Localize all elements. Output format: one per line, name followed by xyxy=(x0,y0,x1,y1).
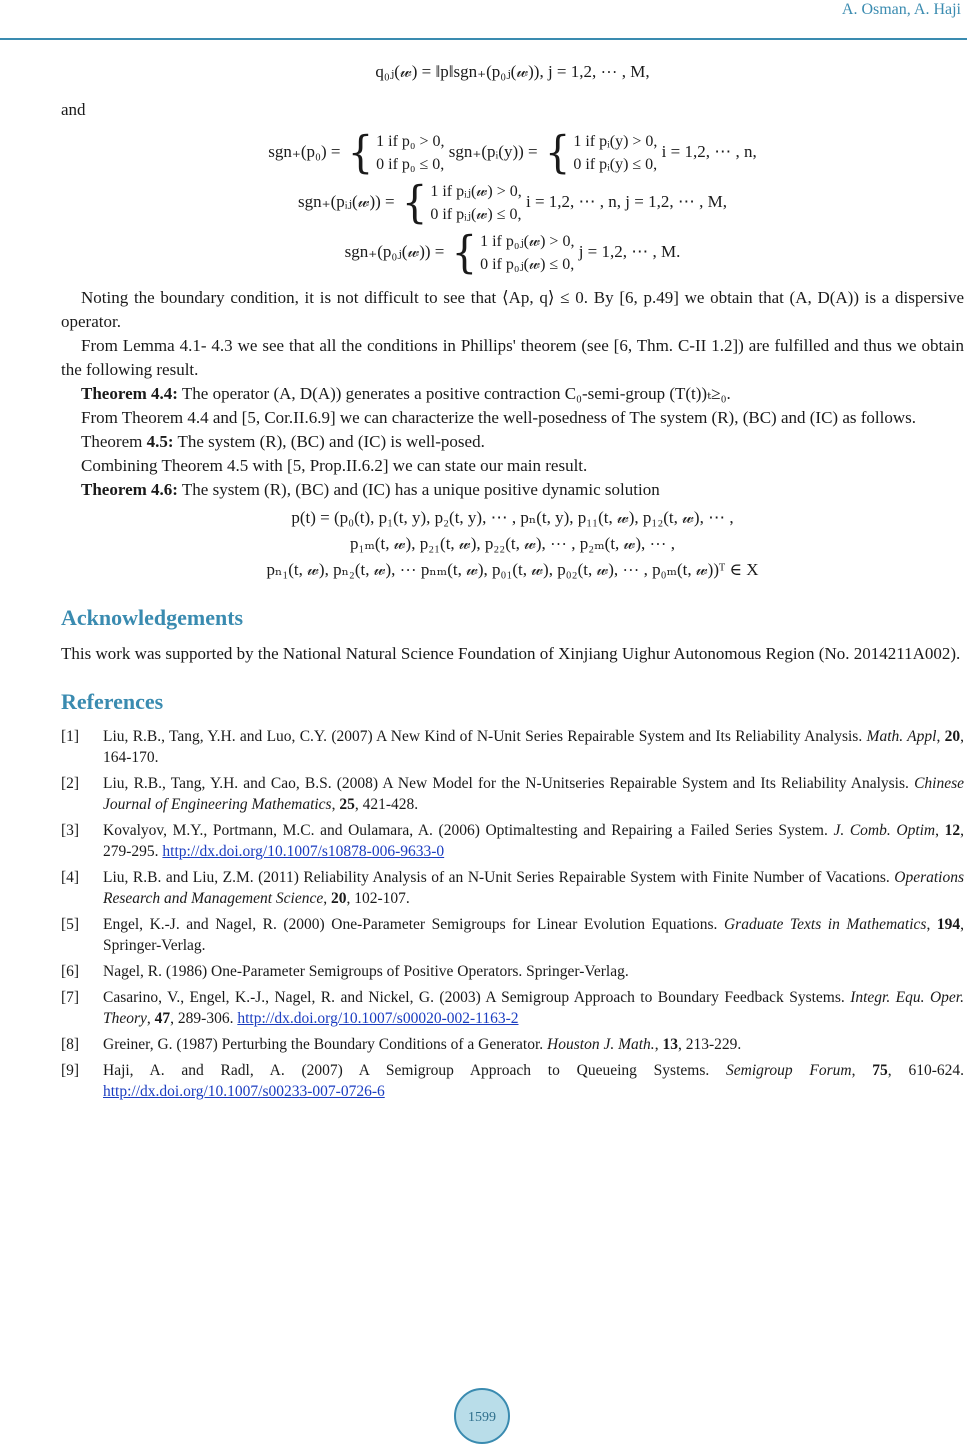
theorem-4-6-label: Theorem 4.6: xyxy=(81,480,178,499)
running-header-authors: A. Osman, A. Haji xyxy=(841,1,961,18)
header-divider xyxy=(0,38,967,40)
sgn-p0j-case-1: 1 if p₀ⱼ(𝓌) > 0, xyxy=(480,233,575,250)
reference-authors-title: Casarino, V., Engel, K.-J., Nagel, R. and Nickel, G. (2003) A Semigroup Approach to Boundary Feedback Systems. xyxy=(103,989,851,1006)
acknowledgements-text: This work was supported by the National Natural Science Foundation of Xinjiang Uighur Autonomous Region (No. 2014211A002). xyxy=(61,644,961,663)
solution-line-2: p₁ₘ(t, 𝓌), p₂₁(t, 𝓌), p₂₂(t, 𝓌), ⋯ , p₂ₘ(t, 𝓌), ⋯ , xyxy=(350,534,675,553)
reference-authors-title: Liu, R.B. and Liu, Z.M. (2011) Reliability Analysis of an N-Unit Series Repairable System with Finite Number of Vacations. xyxy=(103,869,895,886)
solution-line-1: p(t) = (p₀(t), p₁(t, y), p₂(t, y), ⋯ , pₙ(t, y), p₁₁(t, 𝓌), p₁₂(t, 𝓌), ⋯ , xyxy=(291,508,734,527)
reference-number: [3] xyxy=(61,822,80,839)
theorem-4-5-prefix: Theorem xyxy=(81,432,147,451)
reference-text xyxy=(103,987,964,1029)
reference-journal: Integr. Equ. Oper. Theory xyxy=(103,989,964,1027)
reference-number: [8] xyxy=(61,1036,80,1053)
reference-item xyxy=(61,820,964,862)
theorem-4-6-text: The system (R), (BC) and (IC) has a unique positive dynamic solution xyxy=(177,480,660,499)
theorem-4-6 xyxy=(61,478,964,502)
brace-icon: { xyxy=(401,177,428,229)
sgn-p0-lhs: sgn₊(p₀) = xyxy=(268,141,341,161)
reference-authors-title: Kovalyov, M.Y., Portmann, M.C. and Oulamara, A. (2006) Optimaltesting and Repairing a Failed Series System. xyxy=(103,822,834,839)
reference-number: [7] xyxy=(61,989,80,1006)
reference-separator: , xyxy=(323,890,331,907)
reference-doi-link[interactable]: http://dx.doi.org/10.1007/s00020-002-1163-2 xyxy=(237,1010,519,1027)
reference-pages: , 213-229. xyxy=(677,1036,742,1053)
reference-volume: 20 xyxy=(330,890,347,907)
equation-sgn-pij xyxy=(61,177,964,229)
reference-volume: 194 xyxy=(936,916,961,933)
sgn-pi-case-1: 1 if pᵢ(y) > 0, xyxy=(573,133,658,150)
brace-icon: { xyxy=(544,127,571,179)
equation-q0j: q₀ⱼ(𝓌) = ‖p‖sgn₊(p₀ⱼ(𝓌)), j = 1,2, ⋯ , M, xyxy=(375,62,650,81)
theorem-4-5-text: The system (R), (BC) and (IC) is well-posed. xyxy=(173,432,485,451)
reference-text xyxy=(103,773,964,815)
sgn-p0-case-1: 1 if p₀ > 0, xyxy=(376,133,445,150)
reference-text xyxy=(103,1060,964,1102)
reference-separator: , xyxy=(146,1010,155,1027)
reference-pages: , 102-107. xyxy=(346,890,410,907)
reference-doi-link[interactable]: http://dx.doi.org/10.1007/s10878-006-9633-0 xyxy=(162,843,445,860)
sgn-p0j-range: j = 1,2, ⋯ , M. xyxy=(578,241,681,261)
solution-line-3: pₙ₁(t, 𝓌), pₙ₂(t, 𝓌), ⋯ pₙₘ(t, 𝓌), p₀₁(t, 𝓌), p₀₂(t, 𝓌), ⋯ , p₀ₘ(t, 𝓌))ᵀ ∈ X xyxy=(266,560,759,579)
equation-sgn-p0-pi xyxy=(61,127,964,179)
reference-separator: , xyxy=(936,728,945,745)
reference-separator: , xyxy=(926,916,937,933)
sgn-pi-range: i = 1,2, ⋯ , n, xyxy=(661,141,757,161)
sgn-pij-lhs: sgn₊(pᵢⱼ(𝓌)) = xyxy=(298,191,395,211)
reference-item xyxy=(61,914,964,956)
theorem-4-4-text: The operator (A, D(A)) generates a positive contraction C₀-semi-group (T(t))ₜ≥₀. xyxy=(177,384,731,403)
sgn-pi-cases xyxy=(542,127,658,179)
reference-text xyxy=(103,726,964,768)
reference-text xyxy=(103,961,964,982)
equation-sgn-p0j xyxy=(61,227,964,279)
reference-item xyxy=(61,867,964,909)
reference-item xyxy=(61,987,964,1029)
reference-authors-title: Liu, R.B., Tang, Y.H. and Luo, C.Y. (2007) A New Kind of N-Unit Series Repairable System and Its Reliability Analysis. xyxy=(103,728,867,745)
brace-icon: { xyxy=(347,127,374,179)
sgn-p0-case-2: 0 if p₀ ≤ 0, xyxy=(376,156,445,173)
reference-journal: Semigroup Forum xyxy=(726,1062,852,1079)
brace-icon: { xyxy=(451,227,478,279)
reference-authors-title: Nagel, R. (1986) One-Parameter Semigroups of Positive Operators. Springer-Verlag. xyxy=(103,963,629,980)
reference-volume: 25 xyxy=(339,796,355,813)
reference-volume: 13 xyxy=(662,1036,678,1053)
sgn-pij-range: i = 1,2, ⋯ , n, j = 1,2, ⋯ , M, xyxy=(525,191,727,211)
reference-journal: Chinese Journal of Engineering Mathematics xyxy=(103,775,964,813)
reference-volume: 20 xyxy=(944,728,961,745)
sgn-pij-cases xyxy=(399,177,522,229)
reference-number: [9] xyxy=(61,1062,80,1079)
reference-number: [4] xyxy=(61,869,80,886)
reference-volume: 12 xyxy=(944,822,961,839)
reference-text xyxy=(103,820,964,862)
reference-pages: , 289-306. xyxy=(170,1010,238,1027)
sgn-pi-case-2: 0 if pᵢ(y) ≤ 0, xyxy=(573,156,658,173)
reference-pages: , 610-624. xyxy=(887,1062,964,1079)
reference-number: [5] xyxy=(61,916,80,933)
reference-doi-link[interactable]: http://dx.doi.org/10.1007/s00233-007-0726-6 xyxy=(103,1083,385,1100)
reference-item xyxy=(61,1034,964,1055)
sgn-pij-case-1: 1 if pᵢⱼ(𝓌) > 0, xyxy=(430,183,522,200)
reference-journal: Graduate Texts in Mathematics xyxy=(723,916,927,933)
theorem-4-5 xyxy=(61,430,964,454)
sgn-pi-lhs: sgn₊(pᵢ(y)) = xyxy=(448,141,538,161)
reference-pages: , 279-295. xyxy=(103,822,964,860)
sgn-p0j-case-2: 0 if p₀ⱼ(𝓌) ≤ 0, xyxy=(480,256,575,273)
reference-number: [2] xyxy=(61,775,80,792)
acknowledgements-heading: Acknowledgements xyxy=(61,605,244,630)
reference-item xyxy=(61,961,964,982)
paragraph-phillips: From Lemma 4.1- 4.3 we see that all the conditions in Phillips' theorem (see [6, Thm. C-II 1.2]) are fulfilled and thus we obtain the following result. xyxy=(61,336,964,379)
reference-separator: , xyxy=(331,796,340,813)
reference-number: [6] xyxy=(61,963,80,980)
page-number-badge: 1599 xyxy=(454,1388,510,1444)
reference-text xyxy=(103,914,964,956)
reference-separator: , xyxy=(851,1062,873,1079)
and-text: and xyxy=(61,100,86,119)
reference-volume: 47 xyxy=(154,1010,171,1027)
theorem-4-4 xyxy=(61,382,964,406)
reference-item xyxy=(61,773,964,815)
reference-journal: Math. Appl xyxy=(866,728,937,745)
paragraph-main-result: Combining Theorem 4.5 with [5, Prop.II.6.2] we can state our main result. xyxy=(81,456,588,475)
paragraph-dispersive: Noting the boundary condition, it is not difficult to see that ⟨Ap, q⟩ ≤ 0. By [6, p.49] we obtain that (A, D(A)) is a dispersive operator. xyxy=(61,288,964,331)
reference-authors-title: Engel, K.-J. and Nagel, R. (2000) One-Parameter Semigroups for Linear Evolution Equations. xyxy=(103,916,724,933)
reference-separator: , xyxy=(935,822,945,839)
reference-pages: , 421-428. xyxy=(354,796,419,813)
sgn-pij-case-2: 0 if pᵢⱼ(𝓌) ≤ 0, xyxy=(430,206,522,223)
theorem-4-4-label: Theorem 4.4: xyxy=(81,384,178,403)
reference-item xyxy=(61,726,964,768)
sgn-p0j-lhs: sgn₊(p₀ⱼ(𝓌)) = xyxy=(344,241,445,261)
reference-text xyxy=(103,1034,964,1055)
reference-pages: , 164-170. xyxy=(103,728,964,766)
reference-separator: , xyxy=(654,1036,663,1053)
references-heading: References xyxy=(61,689,164,714)
reference-journal: Operations Research and Management Science xyxy=(103,869,964,907)
theorem-4-5-label: 4.5: xyxy=(146,432,174,451)
reference-item xyxy=(61,1060,964,1102)
reference-number: [1] xyxy=(61,728,80,745)
page-content xyxy=(61,60,964,1107)
reference-journal: J. Comb. Optim xyxy=(833,822,936,839)
references-list xyxy=(61,726,964,1102)
reference-authors-title: Haji, A. and Radl, A. (2007) A Semigroup Approach to Queueing Systems. xyxy=(103,1062,727,1079)
sgn-p0-cases xyxy=(345,127,445,179)
reference-journal: Houston J. Math. xyxy=(547,1036,655,1053)
reference-volume: 75 xyxy=(872,1062,888,1079)
reference-pages: , Springer-Verlag. xyxy=(103,916,965,954)
sgn-p0j-cases xyxy=(449,227,575,279)
reference-authors-title: Liu, R.B., Tang, Y.H. and Cao, B.S. (2008) A New Model for the N-Unitseries Repairable System and Its Reliability Analysis. xyxy=(103,775,915,792)
paragraph-well-posedness: From Theorem 4.4 and [5, Cor.II.6.9] we can characterize the well-posedness of The system (R), (BC) and (IC) as follows. xyxy=(81,408,916,427)
reference-authors-title: Greiner, G. (1987) Perturbing the Boundary Conditions of a Generator. xyxy=(103,1036,548,1053)
reference-text xyxy=(103,867,964,909)
